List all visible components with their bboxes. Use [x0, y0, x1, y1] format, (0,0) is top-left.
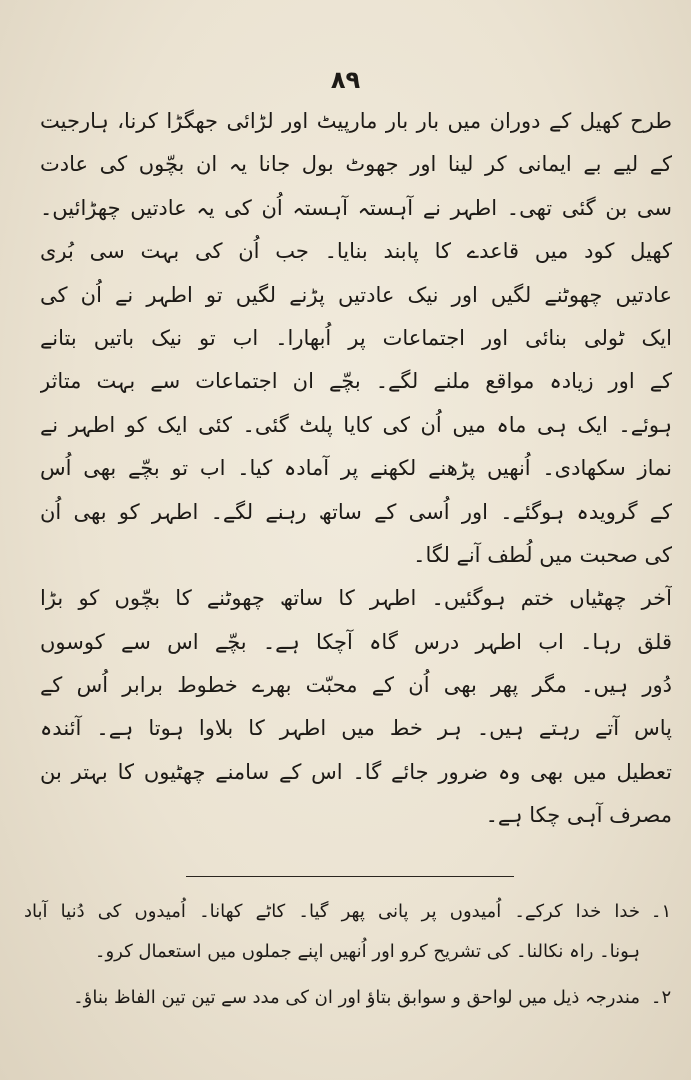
body-line: آخر چھٹیاں ختم ہوگئیں۔ اطہر کا ساتھ چھوٹنے کا بچّوں کو بڑا [40, 586, 672, 611]
body-line: ایک ٹولی بنائی اور اجتماعات پر اُبھارا۔ اب تو نیک باتیں بتانے [40, 325, 672, 350]
exercise-line: ہونا۔ راہ نکالنا۔ کی تشریح کرو اور اُنھیں اپنے جملوں میں استعمال کرو۔ [94, 941, 640, 962]
exercise-line: مندرجہ ذیل میں لواحق و سوابق بتاؤ اور ان کی مدد سے تین تین الفاظ بناؤ۔ [73, 987, 640, 1008]
body-line: کے گرویدہ ہوگئے۔ اور اُسی کے ساتھ رہنے لگے۔ اطہر کو بھی اُن [40, 499, 672, 524]
body-line: پاس آتے رہتے ہیں۔ ہر خط میں اطہر کا بلاوا ہوتا ہے۔ آئندہ [40, 716, 672, 741]
exercise-number: ۱۔ [650, 901, 672, 922]
body-line: قلق رہا۔ اب اطہر درس گاہ آچکا ہے۔ بچّے اس سے کوسوں [40, 629, 672, 654]
exercise-notes [24, 892, 674, 1018]
body-line: نماز سکھادی۔ اُنھیں پڑھنے لکھنے پر آمادہ کیا۔ اب تو بچّے بھی اُس [40, 456, 672, 481]
body-line: کی صحبت میں لُطف آنے لگا۔ [413, 542, 672, 567]
exercise-item [24, 892, 674, 972]
exercise-item [24, 978, 674, 1018]
body-line: کے لیے بے ایمانی کر لینا اور جھوٹ بول جانا یہ ان بچّوں کی عادت [40, 152, 672, 177]
body-line: دُور ہیں۔ مگر پھر بھی اُن کے محبّت بھرے خطوط برابر اُس کے [40, 673, 672, 698]
body-text [40, 100, 672, 838]
body-line: تعطیل میں بھی وہ ضرور جائے گا۔ اس کے سامنے چھٹیوں کا بہتر بن [40, 759, 672, 784]
exercise-line: خدا خدا کرکے۔ اُمیدوں پر پانی پھر گیا۔ کاٹے کھانا۔ اُمیدوں کی دُنیا آباد [24, 901, 640, 922]
body-line: کے اور زیادہ مواقع ملنے لگے۔ بچّے ان اجتماعات سے بہت متاثر [40, 369, 672, 394]
body-line: کھیل کود میں قاعدے کا پابند بنایا۔ جب اُن کی بہت سی بُری [40, 239, 672, 264]
body-line: مصرف آہی چکا ہے۔ [485, 803, 672, 828]
body-line: ہوئے۔ ایک ہی ماہ میں اُن کی کایا پلٹ گئی۔ کئی ایک کو اطہر نے [40, 412, 672, 437]
footnote-divider [186, 876, 514, 877]
body-line: عادتیں چھوٹنے لگیں اور نیک عادتیں پڑنے لگیں تو اطہر نے اُن کی [40, 282, 672, 307]
body-line: سی بن گئی تھی۔ اطہر نے آہستہ آہستہ اُن کی یہ عادتیں چھڑائیں۔ [40, 195, 672, 220]
page-number: ۸۹ [330, 66, 361, 94]
exercise-number: ۲۔ [650, 987, 672, 1008]
body-line: طرح کھیل کے دوران میں بار بار مارپیٹ اور لڑائی جھگڑا کرنا، ہارجیت [40, 109, 672, 133]
